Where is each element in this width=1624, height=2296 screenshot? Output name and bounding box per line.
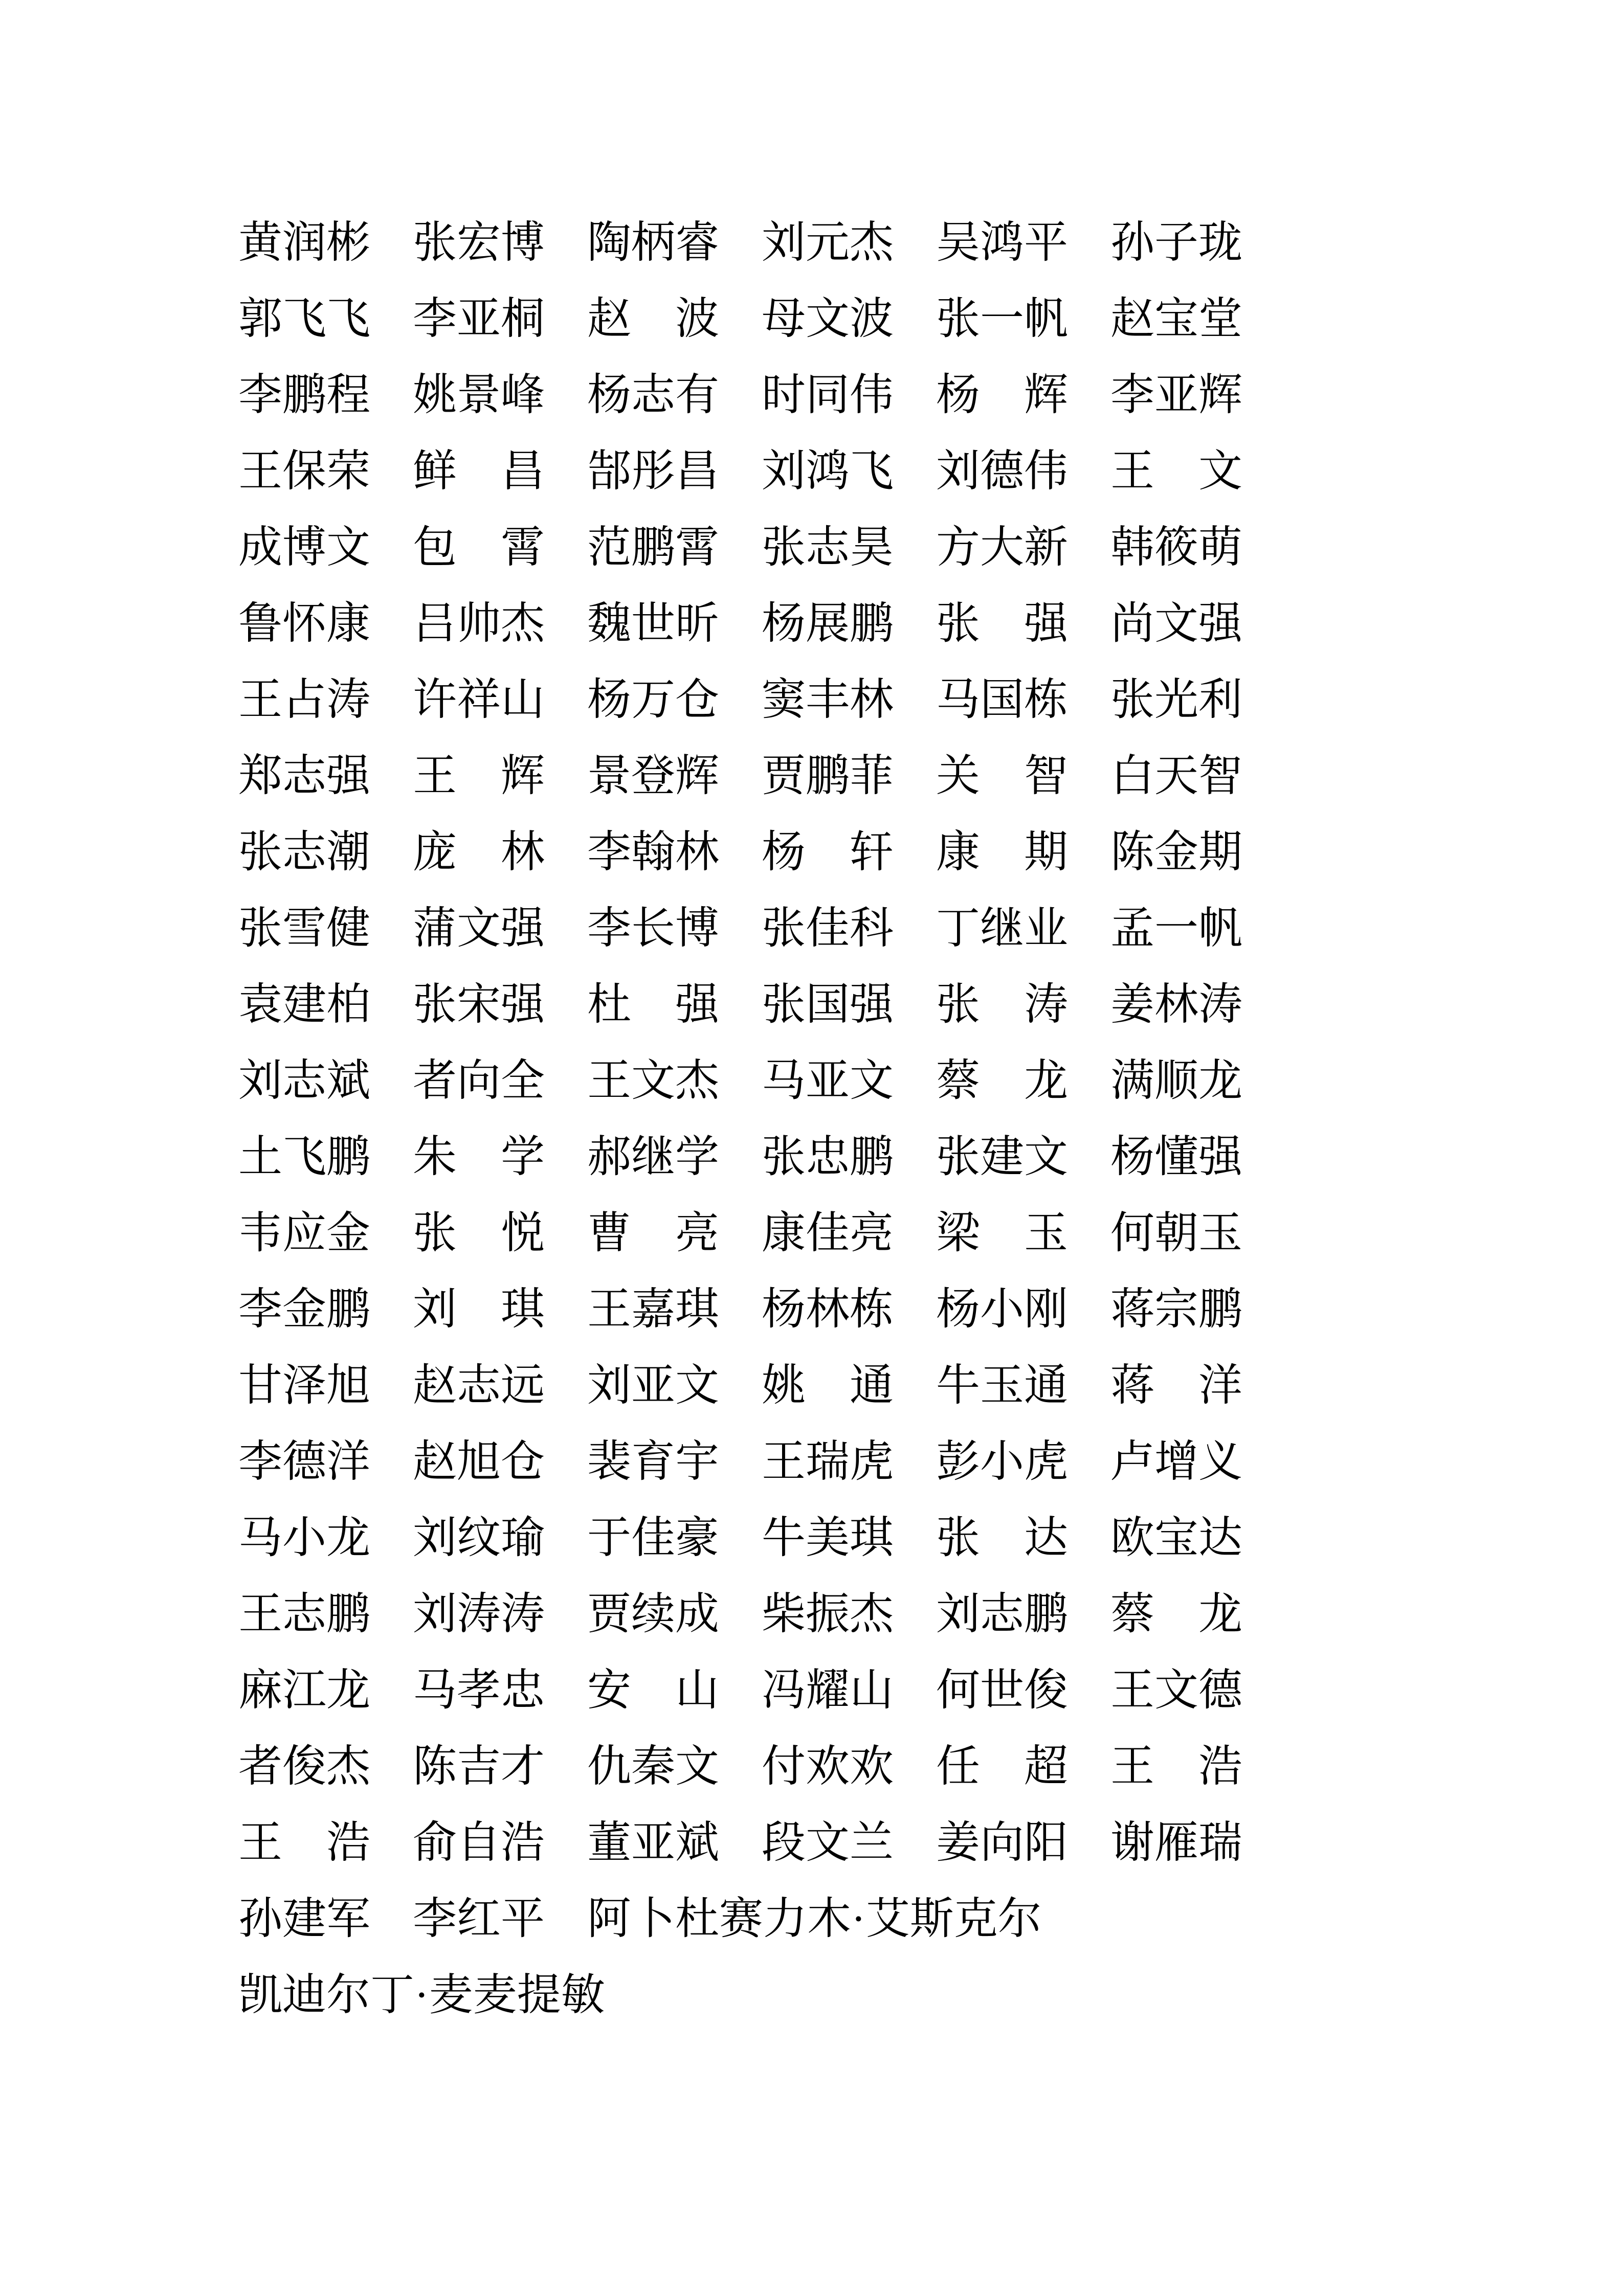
person-name: 庞 林 <box>413 827 545 876</box>
person-name: 鲜 昌 <box>413 446 545 496</box>
roster-row <box>238 738 1624 814</box>
person-name: 康 期 <box>936 827 1068 876</box>
person-name: 张国强 <box>762 980 894 1029</box>
person-name: 范鹏霄 <box>587 523 719 572</box>
roster-row <box>238 1500 1624 1576</box>
person-name: 母文波 <box>762 294 894 343</box>
person-name: 俞自浩 <box>413 1818 545 1867</box>
person-name: 满顺龙 <box>1110 1056 1242 1105</box>
person-name: 杨懂强 <box>1110 1132 1242 1181</box>
person-name: 者俊杰 <box>238 1742 370 1791</box>
person-name: 王 浩 <box>1110 1742 1242 1791</box>
person-name: 张志潮 <box>238 827 370 876</box>
person-name: 赵宝堂 <box>1110 294 1242 343</box>
person-name: 李金鹏 <box>238 1285 370 1334</box>
person-name: 郭飞飞 <box>238 294 370 343</box>
person-name: 蒲文强 <box>413 904 545 953</box>
person-name: 付欢欢 <box>762 1742 894 1791</box>
person-name: 王志鹏 <box>238 1589 370 1638</box>
person-name: 谢雁瑞 <box>1110 1818 1242 1867</box>
person-name: 赵旭仓 <box>413 1437 545 1486</box>
person-name: 杨 轩 <box>762 827 894 876</box>
person-name: 刘 琪 <box>413 1285 545 1334</box>
roster-row <box>238 1347 1624 1424</box>
person-name: 裴育宇 <box>587 1437 719 1486</box>
person-name: 蔡 龙 <box>936 1056 1068 1105</box>
person-name: 赵 波 <box>587 294 719 343</box>
person-name: 蔡 龙 <box>1110 1589 1242 1638</box>
person-name: 王 浩 <box>238 1818 370 1867</box>
person-name: 陈金期 <box>1110 827 1242 876</box>
person-name: 杨展鹏 <box>762 599 894 648</box>
roster-row <box>238 281 1624 357</box>
person-name: 刘元杰 <box>762 218 894 267</box>
person-name: 马孝忠 <box>413 1665 545 1715</box>
person-name: 麻江龙 <box>238 1665 370 1715</box>
person-name: 许祥山 <box>413 675 545 724</box>
person-name: 于佳豪 <box>587 1513 719 1562</box>
person-name: 刘志斌 <box>238 1056 370 1105</box>
person-name: 柴振杰 <box>762 1589 894 1638</box>
person-name: 杨小刚 <box>936 1285 1068 1334</box>
person-name: 贾续成 <box>587 1589 719 1638</box>
person-name: 李翰林 <box>587 827 719 876</box>
person-name: 张佳科 <box>762 904 894 953</box>
person-name: 阿卜杜赛力木·艾斯克尔 <box>587 1894 1042 1943</box>
person-name: 时同伟 <box>762 370 894 419</box>
roster-row <box>238 433 1624 509</box>
person-name: 蒋 洋 <box>1110 1361 1242 1410</box>
person-name: 郜彤昌 <box>587 446 719 496</box>
roster-row <box>238 1271 1624 1347</box>
roster-row <box>238 890 1624 966</box>
person-name: 任 超 <box>936 1742 1068 1791</box>
roster-row <box>238 966 1624 1043</box>
person-name: 甘泽旭 <box>238 1361 370 1410</box>
person-name: 袁建柏 <box>238 980 370 1029</box>
person-name: 郑志强 <box>238 751 370 800</box>
roster-row <box>238 357 1624 433</box>
roster-row <box>238 205 1624 281</box>
roster-row <box>238 814 1624 890</box>
person-name: 尚文强 <box>1110 599 1242 648</box>
person-name: 张 涛 <box>936 980 1068 1029</box>
person-name: 张宋强 <box>413 980 545 1029</box>
person-name: 张志昊 <box>762 523 894 572</box>
person-name: 刘亚文 <box>587 1361 719 1410</box>
person-name: 关 智 <box>936 751 1068 800</box>
person-name: 方大新 <box>936 523 1068 572</box>
roster-row <box>238 1805 1624 1881</box>
person-name: 梁 玉 <box>936 1208 1068 1257</box>
person-name: 刘德伟 <box>936 446 1068 496</box>
roster-row <box>238 586 1624 662</box>
person-name: 王文德 <box>1110 1665 1242 1715</box>
person-name: 彭小虎 <box>936 1437 1068 1486</box>
person-name: 王占涛 <box>238 675 370 724</box>
person-name: 何世俊 <box>936 1665 1068 1715</box>
roster-row <box>238 1652 1624 1728</box>
roster-row <box>238 1881 1624 1957</box>
person-name: 韩筱萌 <box>1110 523 1242 572</box>
person-name: 者向全 <box>413 1056 545 1105</box>
person-name: 景登辉 <box>587 751 719 800</box>
person-name: 何朝玉 <box>1110 1208 1242 1257</box>
person-name: 牛玉通 <box>936 1361 1068 1410</box>
person-name: 郝继学 <box>587 1132 719 1181</box>
person-name: 窦丰林 <box>762 675 894 724</box>
person-name: 冯耀山 <box>762 1665 894 1715</box>
person-name: 张一帆 <box>936 294 1068 343</box>
person-name: 李红平 <box>413 1894 545 1943</box>
person-name: 刘志鹏 <box>936 1589 1068 1638</box>
person-name: 姚 通 <box>762 1361 894 1410</box>
person-name: 朱 学 <box>413 1132 545 1181</box>
person-name: 鲁怀康 <box>238 599 370 648</box>
person-name: 贾鹏菲 <box>762 751 894 800</box>
person-name: 仇秦文 <box>587 1742 719 1791</box>
person-name: 蒋宗鹏 <box>1110 1285 1242 1334</box>
person-name: 李鹏程 <box>238 370 370 419</box>
person-name: 张 悦 <box>413 1208 545 1257</box>
person-name: 白天智 <box>1110 751 1242 800</box>
person-name: 陈吉才 <box>413 1742 545 1791</box>
person-name: 凯迪尔丁·麦麦提敏 <box>238 1970 605 2019</box>
person-name: 孙建军 <box>238 1894 370 1943</box>
person-name: 王嘉琪 <box>587 1285 719 1334</box>
person-name: 张光利 <box>1110 675 1242 724</box>
person-name: 丁继业 <box>936 904 1068 953</box>
person-name: 张建文 <box>936 1132 1068 1181</box>
roster-row <box>238 1728 1624 1805</box>
person-name: 魏世昕 <box>587 599 719 648</box>
person-name: 包 霄 <box>413 523 545 572</box>
roster-row <box>238 509 1624 586</box>
person-name: 张忠鹏 <box>762 1132 894 1181</box>
roster-row <box>238 1957 1624 2033</box>
person-name: 欧宝达 <box>1110 1513 1242 1562</box>
person-name: 赵志远 <box>413 1361 545 1410</box>
roster-row <box>238 1119 1624 1195</box>
person-name: 黄润彬 <box>238 218 370 267</box>
person-name: 董亚斌 <box>587 1818 719 1867</box>
person-name: 马国栋 <box>936 675 1068 724</box>
person-name: 张 达 <box>936 1513 1068 1562</box>
person-name: 马小龙 <box>238 1513 370 1562</box>
person-name: 李长博 <box>587 904 719 953</box>
roster-row <box>238 662 1624 738</box>
person-name: 刘鸿飞 <box>762 446 894 496</box>
person-name: 王瑞虎 <box>762 1437 894 1486</box>
person-name: 杨志有 <box>587 370 719 419</box>
person-name: 杨万仓 <box>587 675 719 724</box>
person-name: 杜 强 <box>587 980 719 1029</box>
person-name: 张雪健 <box>238 904 370 953</box>
person-name: 王保荣 <box>238 446 370 496</box>
person-name: 成博文 <box>238 523 370 572</box>
person-name: 陶柄睿 <box>587 218 719 267</box>
person-name: 孟一帆 <box>1110 904 1242 953</box>
person-name: 杨 辉 <box>936 370 1068 419</box>
person-name: 姚景峰 <box>413 370 545 419</box>
person-name: 李亚桐 <box>413 294 545 343</box>
roster-row <box>238 1195 1624 1271</box>
roster-row <box>238 1576 1624 1652</box>
person-name: 康佳亮 <box>762 1208 894 1257</box>
person-name: 段文兰 <box>762 1818 894 1867</box>
person-name: 韦应金 <box>238 1208 370 1257</box>
person-name: 刘涛涛 <box>413 1589 545 1638</box>
roster-row <box>238 1043 1624 1119</box>
person-name: 牛美琪 <box>762 1513 894 1562</box>
roster-row <box>238 1424 1624 1500</box>
person-name: 安 山 <box>587 1665 719 1715</box>
person-name: 姜林涛 <box>1110 980 1242 1029</box>
person-name: 王 辉 <box>413 751 545 800</box>
person-name: 杨林栋 <box>762 1285 894 1334</box>
person-name: 张 强 <box>936 599 1068 648</box>
person-name: 王文杰 <box>587 1056 719 1105</box>
person-name: 刘纹瑜 <box>413 1513 545 1562</box>
person-name: 张宏博 <box>413 218 545 267</box>
person-name: 李德洋 <box>238 1437 370 1486</box>
person-name: 吕帅杰 <box>413 599 545 648</box>
person-name: 曹 亮 <box>587 1208 719 1257</box>
person-name: 王 文 <box>1110 446 1242 496</box>
person-name: 孙子珑 <box>1110 218 1242 267</box>
person-name: 姜向阳 <box>936 1818 1068 1867</box>
person-name: 卢增义 <box>1110 1437 1242 1486</box>
person-name: 吴鸿平 <box>936 218 1068 267</box>
person-name: 李亚辉 <box>1110 370 1242 419</box>
person-name: 马亚文 <box>762 1056 894 1105</box>
person-name: 土飞鹏 <box>238 1132 370 1181</box>
